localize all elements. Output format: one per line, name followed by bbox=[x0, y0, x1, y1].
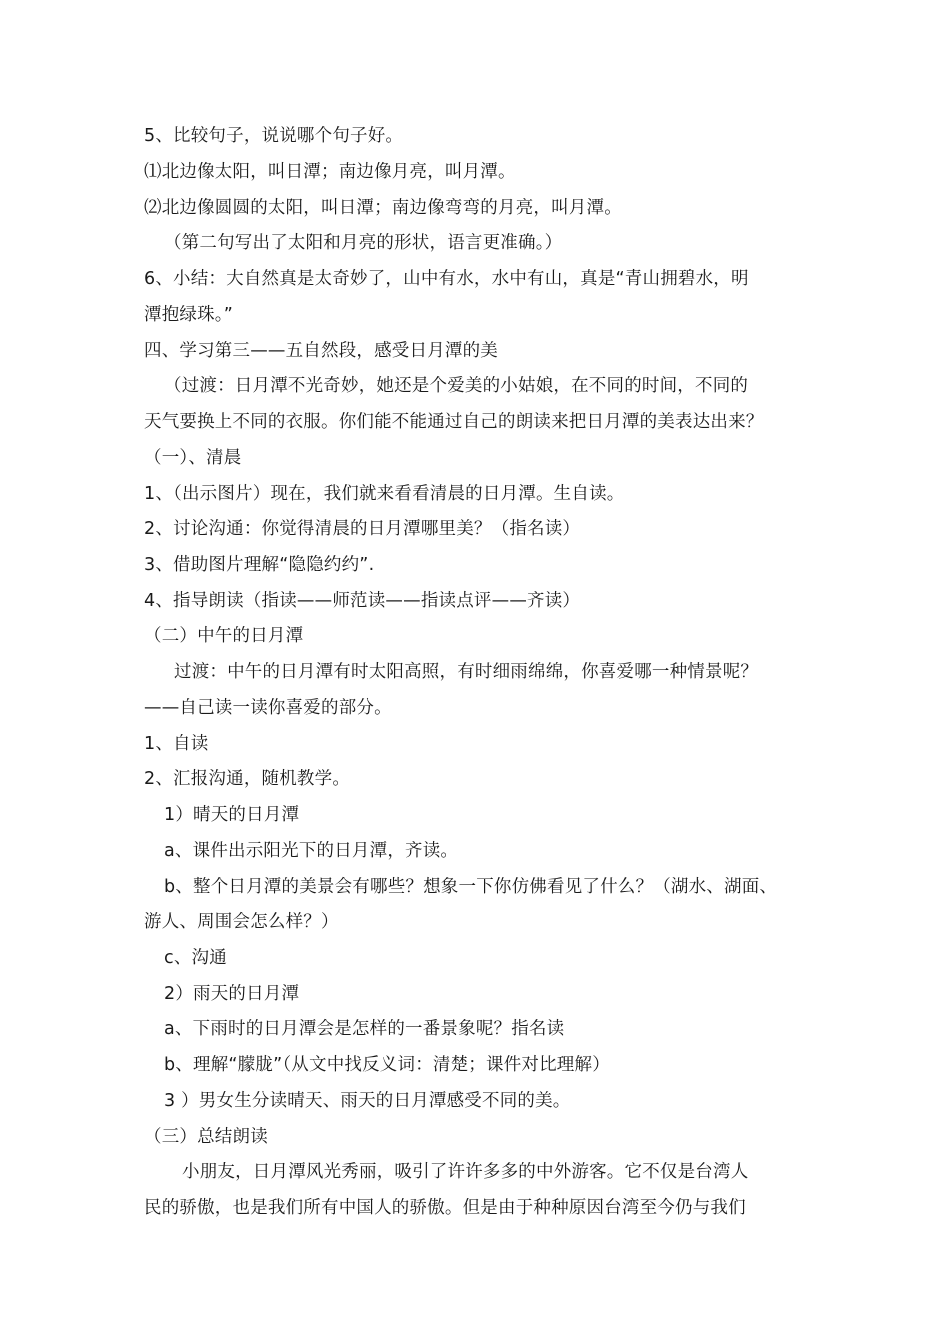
subsection-heading: （二）中午的日月潭 bbox=[144, 626, 304, 646]
text-line: （第二句写出了太阳和月亮的形状，语言更准确。） bbox=[164, 233, 563, 253]
text-line: a、课件出示阳光下的日月潭，齐读。 bbox=[164, 841, 459, 861]
subsection-heading: （三）总结朗读 bbox=[144, 1127, 268, 1147]
text-line: c、沟通 bbox=[164, 948, 227, 968]
text-line: 1）晴天的日月潭 bbox=[164, 805, 300, 825]
text-line: ⑴北边像太阳，叫日潭；南边像月亮，叫月潭。 bbox=[144, 162, 516, 182]
text-line: ——自己读一读你喜爱的部分。 bbox=[144, 698, 392, 718]
text-line: a、下雨时的日月潭会是怎样的一番景象呢？指名读 bbox=[164, 1019, 565, 1039]
text-line: 游人、周围会怎么样？） bbox=[144, 912, 339, 932]
text-line: 4、指导朗读（指读——师范读——指读点评——齐读） bbox=[144, 591, 581, 611]
text-line: 2、汇报沟通，随机教学。 bbox=[144, 769, 351, 789]
text-line: 民的骄傲，也是我们所有中国人的骄傲。但是由于种种原因台湾至今仍与我们 bbox=[144, 1198, 746, 1218]
text-line: ⑵北边像圆圆的太阳，叫日潭；南边像弯弯的月亮，叫月潭。 bbox=[144, 198, 622, 218]
text-line: （过渡：日月潭不光奇妙，她还是个爱美的小姑娘，在不同的时间，不同的 bbox=[164, 376, 749, 396]
text-line: b、整个日月潭的美景会有哪些？想象一下你仿佛看见了什么？（湖水、湖面、 bbox=[164, 877, 778, 897]
section-heading: 四、学习第三——五自然段，感受日月潭的美 bbox=[144, 341, 498, 361]
text-line: 潭抱绿珠。” bbox=[144, 305, 234, 325]
text-line: 小朋友，日月潭风光秀丽，吸引了许许多多的中外游客。它不仅是台湾人 bbox=[182, 1162, 749, 1182]
text-line: 2）雨天的日月潭 bbox=[164, 984, 300, 1004]
text-line: 1、自读 bbox=[144, 734, 209, 754]
text-line: 1、（出示图片）现在，我们就来看看清晨的日月潭。生自读。 bbox=[144, 484, 625, 504]
subsection-heading: （一）、清晨 bbox=[144, 448, 242, 468]
text-line: b、理解“朦胧”（从文中找反义词：清楚；课件对比理解） bbox=[164, 1055, 610, 1075]
text-line: 3 ）男女生分读晴天、雨天的日月潭感受不同的美。 bbox=[164, 1091, 571, 1111]
text-line: 2、讨论沟通：你觉得清晨的日月潭哪里美？（指名读） bbox=[144, 519, 581, 539]
text-line: 5、比较句子，说说哪个句子好。 bbox=[144, 126, 404, 146]
text-line: 3、借助图片理解“隐隐约约”. bbox=[144, 555, 375, 575]
text-line: 天气要换上不同的衣服。你们能不能通过自己的朗读来把日月潭的美表达出来？ bbox=[144, 412, 764, 432]
text-line: 过渡：中午的日月潭有时太阳高照，有时细雨绵绵，你喜爱哪一种情景呢？ bbox=[174, 662, 759, 682]
text-line: 6、小结：大自然真是太奇妙了，山中有水，水中有山，真是“青山拥碧水，明 bbox=[144, 269, 749, 289]
